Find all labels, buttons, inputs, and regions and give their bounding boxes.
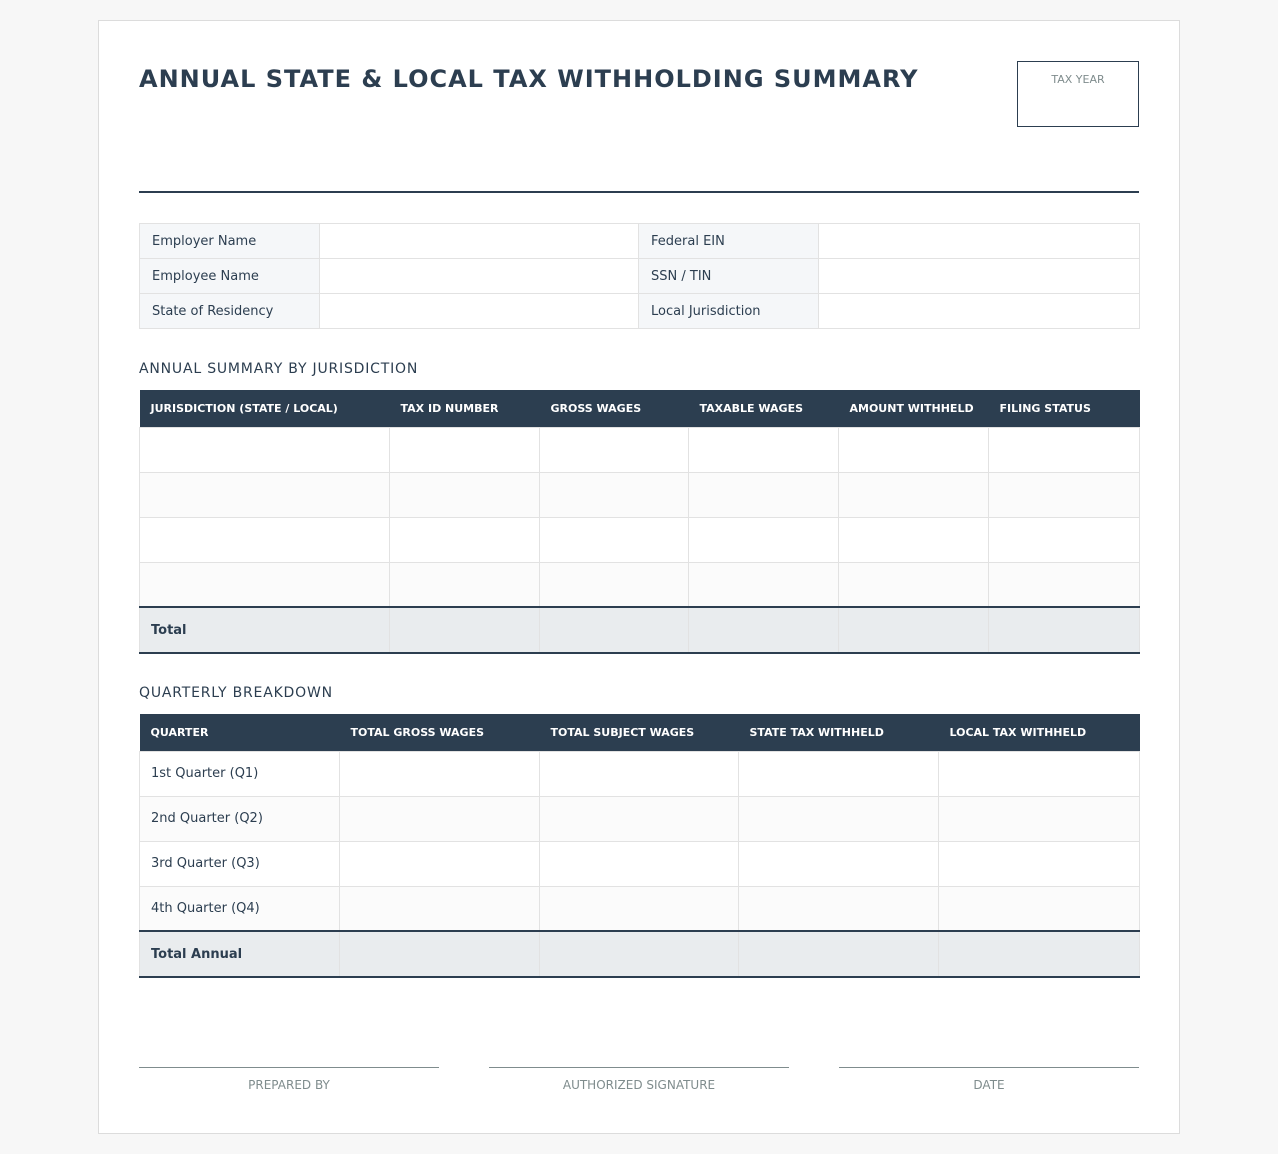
table-cell[interactable] [689,607,839,653]
table-row [140,427,1140,472]
table-row [140,751,1140,796]
total-row [140,607,1140,653]
table-cell[interactable] [739,886,939,931]
state-of-residency-label: State of Residency [140,294,320,329]
form-sheet [98,20,1180,1134]
state-of-residency-field[interactable] [320,294,639,329]
federal-ein-label: Federal EIN [639,224,819,259]
column-header: FILING STATUS [989,390,1140,427]
table-cell[interactable] [540,607,689,653]
table-row [140,517,1140,562]
table-cell[interactable] [739,751,939,796]
table-cell[interactable] [390,607,540,653]
column-header: STATE TAX WITHHELD [739,714,939,751]
local-jurisdiction-label: Local Jurisdiction [639,294,819,329]
table-cell[interactable] [739,841,939,886]
table-cell[interactable] [340,751,540,796]
ssn-tin-field[interactable] [819,259,1140,294]
table-cell[interactable] [989,472,1140,517]
table-cell[interactable] [839,607,989,653]
table-cell[interactable] [340,796,540,841]
column-header: TAX ID NUMBER [390,390,540,427]
table-row [140,796,1140,841]
authorized-signature-label: AUTHORIZED SIGNATURE [562,1078,716,1092]
table-cell[interactable] [140,472,390,517]
table-cell[interactable] [340,931,540,977]
table-cell[interactable] [839,472,989,517]
table-cell[interactable] [140,562,390,607]
column-header: LOCAL TAX WITHHELD [939,714,1140,751]
table-cell[interactable] [739,796,939,841]
column-header: AMOUNT WITHHELD [839,390,989,427]
date-signature-line[interactable] [839,1067,1139,1092]
table-cell[interactable] [540,751,739,796]
table-cell[interactable] [540,931,739,977]
quarterly-breakdown-title: QUARTERLY BREAKDOWN [139,685,333,701]
table-cell[interactable] [989,562,1140,607]
employer-name-label: Employer Name [140,224,320,259]
prepared-by-label: PREPARED BY [248,1078,330,1092]
local-jurisdiction-field[interactable] [819,294,1140,329]
table-row [140,841,1140,886]
table-cell[interactable] [989,517,1140,562]
annual-summary-title: ANNUAL SUMMARY BY JURISDICTION [139,361,419,377]
table-cell[interactable] [939,796,1140,841]
column-header: TOTAL GROSS WAGES [340,714,540,751]
table-cell[interactable] [390,472,540,517]
table-cell[interactable] [540,517,689,562]
table-cell[interactable] [689,472,839,517]
table-cell[interactable] [839,427,989,472]
total-label: Total [140,607,390,653]
table-cell[interactable] [689,517,839,562]
tax-year-label: TAX YEAR [1051,73,1105,86]
table-cell[interactable] [540,562,689,607]
employer-info-table [139,223,1140,329]
table-cell[interactable] [140,427,390,472]
ssn-tin-label: SSN / TIN [639,259,819,294]
quarter-label: 1st Quarter (Q1) [140,751,340,796]
table-cell[interactable] [839,562,989,607]
table-cell[interactable] [939,886,1140,931]
table-cell[interactable] [989,427,1140,472]
employer-name-field[interactable] [320,224,639,259]
total-label: Total Annual [140,931,340,977]
table-cell[interactable] [689,427,839,472]
annual-summary-table [139,390,1140,654]
table-cell[interactable] [390,427,540,472]
table-cell[interactable] [390,562,540,607]
table-cell[interactable] [540,472,689,517]
table-row [140,472,1140,517]
table-cell[interactable] [739,931,939,977]
column-header: QUARTER [140,714,340,751]
header-divider [139,191,1139,193]
table-row [140,562,1140,607]
table-cell[interactable] [540,427,689,472]
column-header: GROSS WAGES [540,390,689,427]
table-cell[interactable] [989,607,1140,653]
table-cell[interactable] [939,751,1140,796]
total-row [140,931,1140,977]
table-cell[interactable] [340,841,540,886]
authorized-signature-line[interactable] [489,1067,789,1092]
quarter-label: 2nd Quarter (Q2) [140,796,340,841]
document-title: ANNUAL STATE & LOCAL TAX WITHHOLDING SUMMARY [139,65,919,93]
table-cell[interactable] [540,886,739,931]
quarter-label: 4th Quarter (Q4) [140,886,340,931]
table-cell[interactable] [540,841,739,886]
column-header: TOTAL SUBJECT WAGES [540,714,739,751]
table-cell[interactable] [939,931,1140,977]
employee-name-label: Employee Name [140,259,320,294]
quarter-label: 3rd Quarter (Q3) [140,841,340,886]
table-cell[interactable] [390,517,540,562]
table-cell[interactable] [839,517,989,562]
tax-year-field[interactable] [1017,61,1139,127]
employee-name-field[interactable] [320,259,639,294]
table-row [140,886,1140,931]
table-cell[interactable] [689,562,839,607]
table-cell[interactable] [939,841,1140,886]
federal-ein-field[interactable] [819,224,1140,259]
column-header: JURISDICTION (STATE / LOCAL) [140,390,390,427]
date-label: DATE [973,1078,1005,1092]
table-cell[interactable] [540,796,739,841]
table-cell[interactable] [140,517,390,562]
column-header: TAXABLE WAGES [689,390,839,427]
quarterly-breakdown-table [139,714,1140,978]
prepared-by-signature-line[interactable] [139,1067,439,1092]
table-cell[interactable] [340,886,540,931]
